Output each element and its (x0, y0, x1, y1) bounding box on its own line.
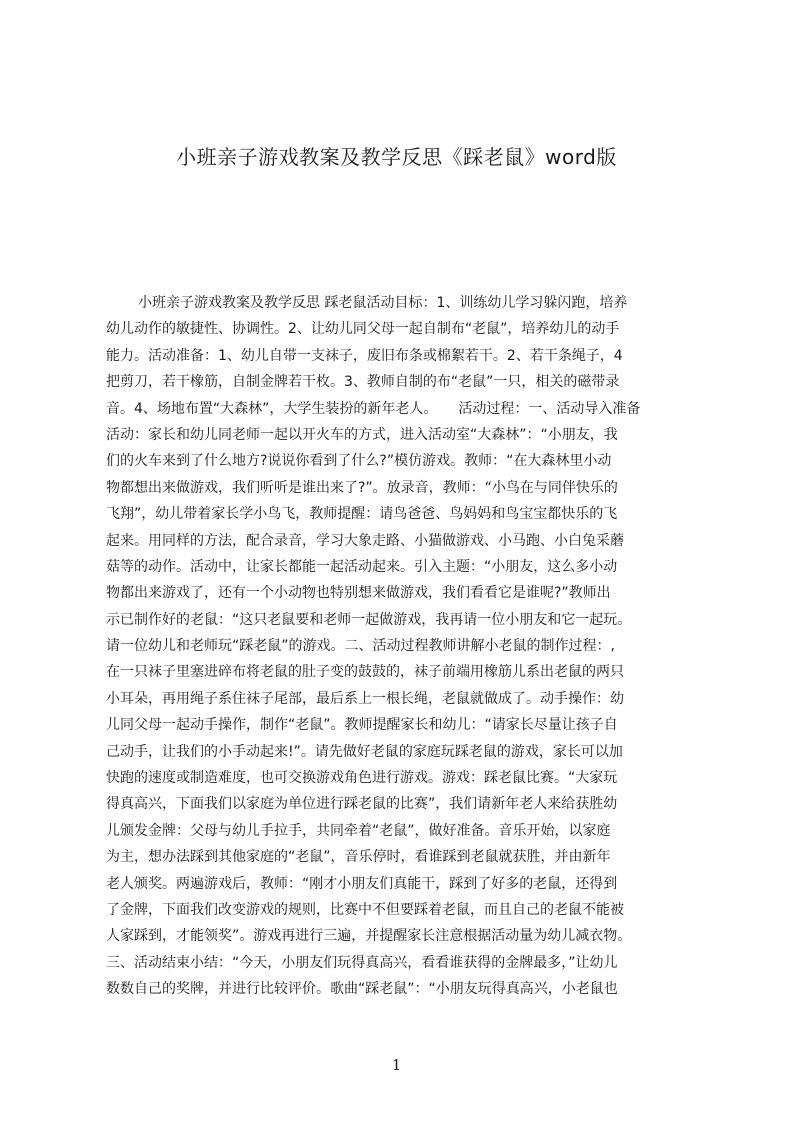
body-line: 幼儿动作的敏捷性、协调性。2、让幼儿同父母一起自制布“老鼠”，培养幼儿的动手 (106, 321, 620, 338)
body-line: 三、活动结束小结：“今天，小朋友们玩得真高兴，看看谁获得的金牌最多，”让幼儿 (106, 954, 618, 971)
body-line: 起来。用同样的方法，配合录音，学习大象走路、小猫做游戏、小马跑、小白兔采蘑 (106, 532, 624, 549)
document-title: 小班亲子游戏教案及教学反思《踩老鼠》word版 (176, 145, 617, 169)
body-line: 儿同父母一起动手操作，制作“老鼠”。教师提醒家长和幼儿：“请家长尽量让孩子自 (106, 717, 618, 734)
body-line: 为主，想办法踩到其他家庭的“老鼠”，音乐停时，看谁踩到老鼠就获胜，并由新年 (106, 849, 611, 866)
body-line: 物都想出来做游戏，我们听听是谁出来了?”。放录音，教师：“小鸟在与同伴快乐的 (106, 479, 618, 496)
body-line: 示已制作好的老鼠：“这只老鼠要和老师一起做游戏，我再请一位小朋友和它一起玩。 (106, 611, 632, 628)
body-line: 快跑的速度或制造难度，也可交换游戏角色进行游戏。游戏：踩老鼠比赛。“大家玩 (106, 770, 618, 787)
body-line: 飞翔”，幼儿带着家长学小鸟飞，教师提醒：请鸟爸爸、鸟妈妈和鸟宝宝都快乐的飞 (106, 506, 618, 523)
document-body (106, 290, 698, 1003)
body-line: 数数自己的奖牌，并进行比较评价。歌曲“踩老鼠”：“小朋友玩得真高兴，小老鼠也 (106, 981, 618, 998)
body-line: 了金牌，下面我们改变游戏的规则，比赛中不但要踩着老鼠，而且自己的老鼠不能被 (106, 901, 624, 918)
body-line: 能力。活动准备：1、幼儿自带一支袜子，废旧布条或棉絮若干。2、若干条绳子，4 (106, 347, 623, 364)
body-line: 得真高兴，下面我们以家庭为单位进行踩老鼠的比赛”，我们请新年老人来给获胜幼 (106, 796, 618, 813)
body-line: 小班亲子游戏教案及教学反思 踩老鼠活动目标：1、训练幼儿学习躲闪跑，培养 (138, 295, 628, 311)
body-line: 在一只袜子里塞进碎布将老鼠的肚子变的鼓鼓的，袜子前端用橡筋儿系出老鼠的两只 (106, 664, 624, 681)
body-line: 儿颁发金牌：父母与幼儿手拉手，共同牵着“老鼠”，做好准备。音乐开始，以家庭 (106, 822, 611, 839)
body-line: 人家踩到，才能领奖”。游戏再进行三遍，并提醒家长注意根据活动量为幼儿减衣物。 (106, 928, 632, 945)
body-line: 们的火车来到了什么地方?说说你看到了什么?”模仿游戏。教师：“在大森林里小动 (106, 453, 612, 470)
body-line: 物都出来游戏了，还有一个小动物也特别想来做游戏，我们看看它是谁呢?”教师出 (106, 585, 611, 602)
body-line: 己动手，让我们的小手动起来!”。请先做好老鼠的家庭玩踩老鼠的游戏，家长可以加 (106, 743, 623, 760)
body-line: 小耳朵，再用绳子系住袜子尾部，最后系上一根长绳，老鼠就做成了。动手操作：幼 (106, 690, 624, 707)
body-line: 菇等的动作。活动中，让家长都能一起活动起来。引入主题：“小朋友，这么多小动 (106, 558, 618, 575)
body-line: 音。4、场地布置“大森林”，大学生装扮的新年老人。 活动过程：一、活动导入准备 (106, 400, 641, 417)
page-number: 1 (391, 1056, 402, 1074)
body-line: 活动：家长和幼儿同老师一起以开火车的方式，进入活动室“大森林”：“小朋友，我 (106, 426, 618, 443)
body-line: 把剪刀，若干橡筋，自制金牌若干枚。3、教师自制的布“老鼠”一只，相关的磁带录 (106, 374, 620, 391)
body-line: 老人颁奖。两遍游戏后，教师：“刚才小朋友们真能干，踩到了好多的老鼠，还得到 (106, 875, 618, 892)
body-line: 请一位幼儿和老师玩“踩老鼠”的游戏。二、活动过程教师讲解小老鼠的制作过程：, (106, 638, 615, 655)
